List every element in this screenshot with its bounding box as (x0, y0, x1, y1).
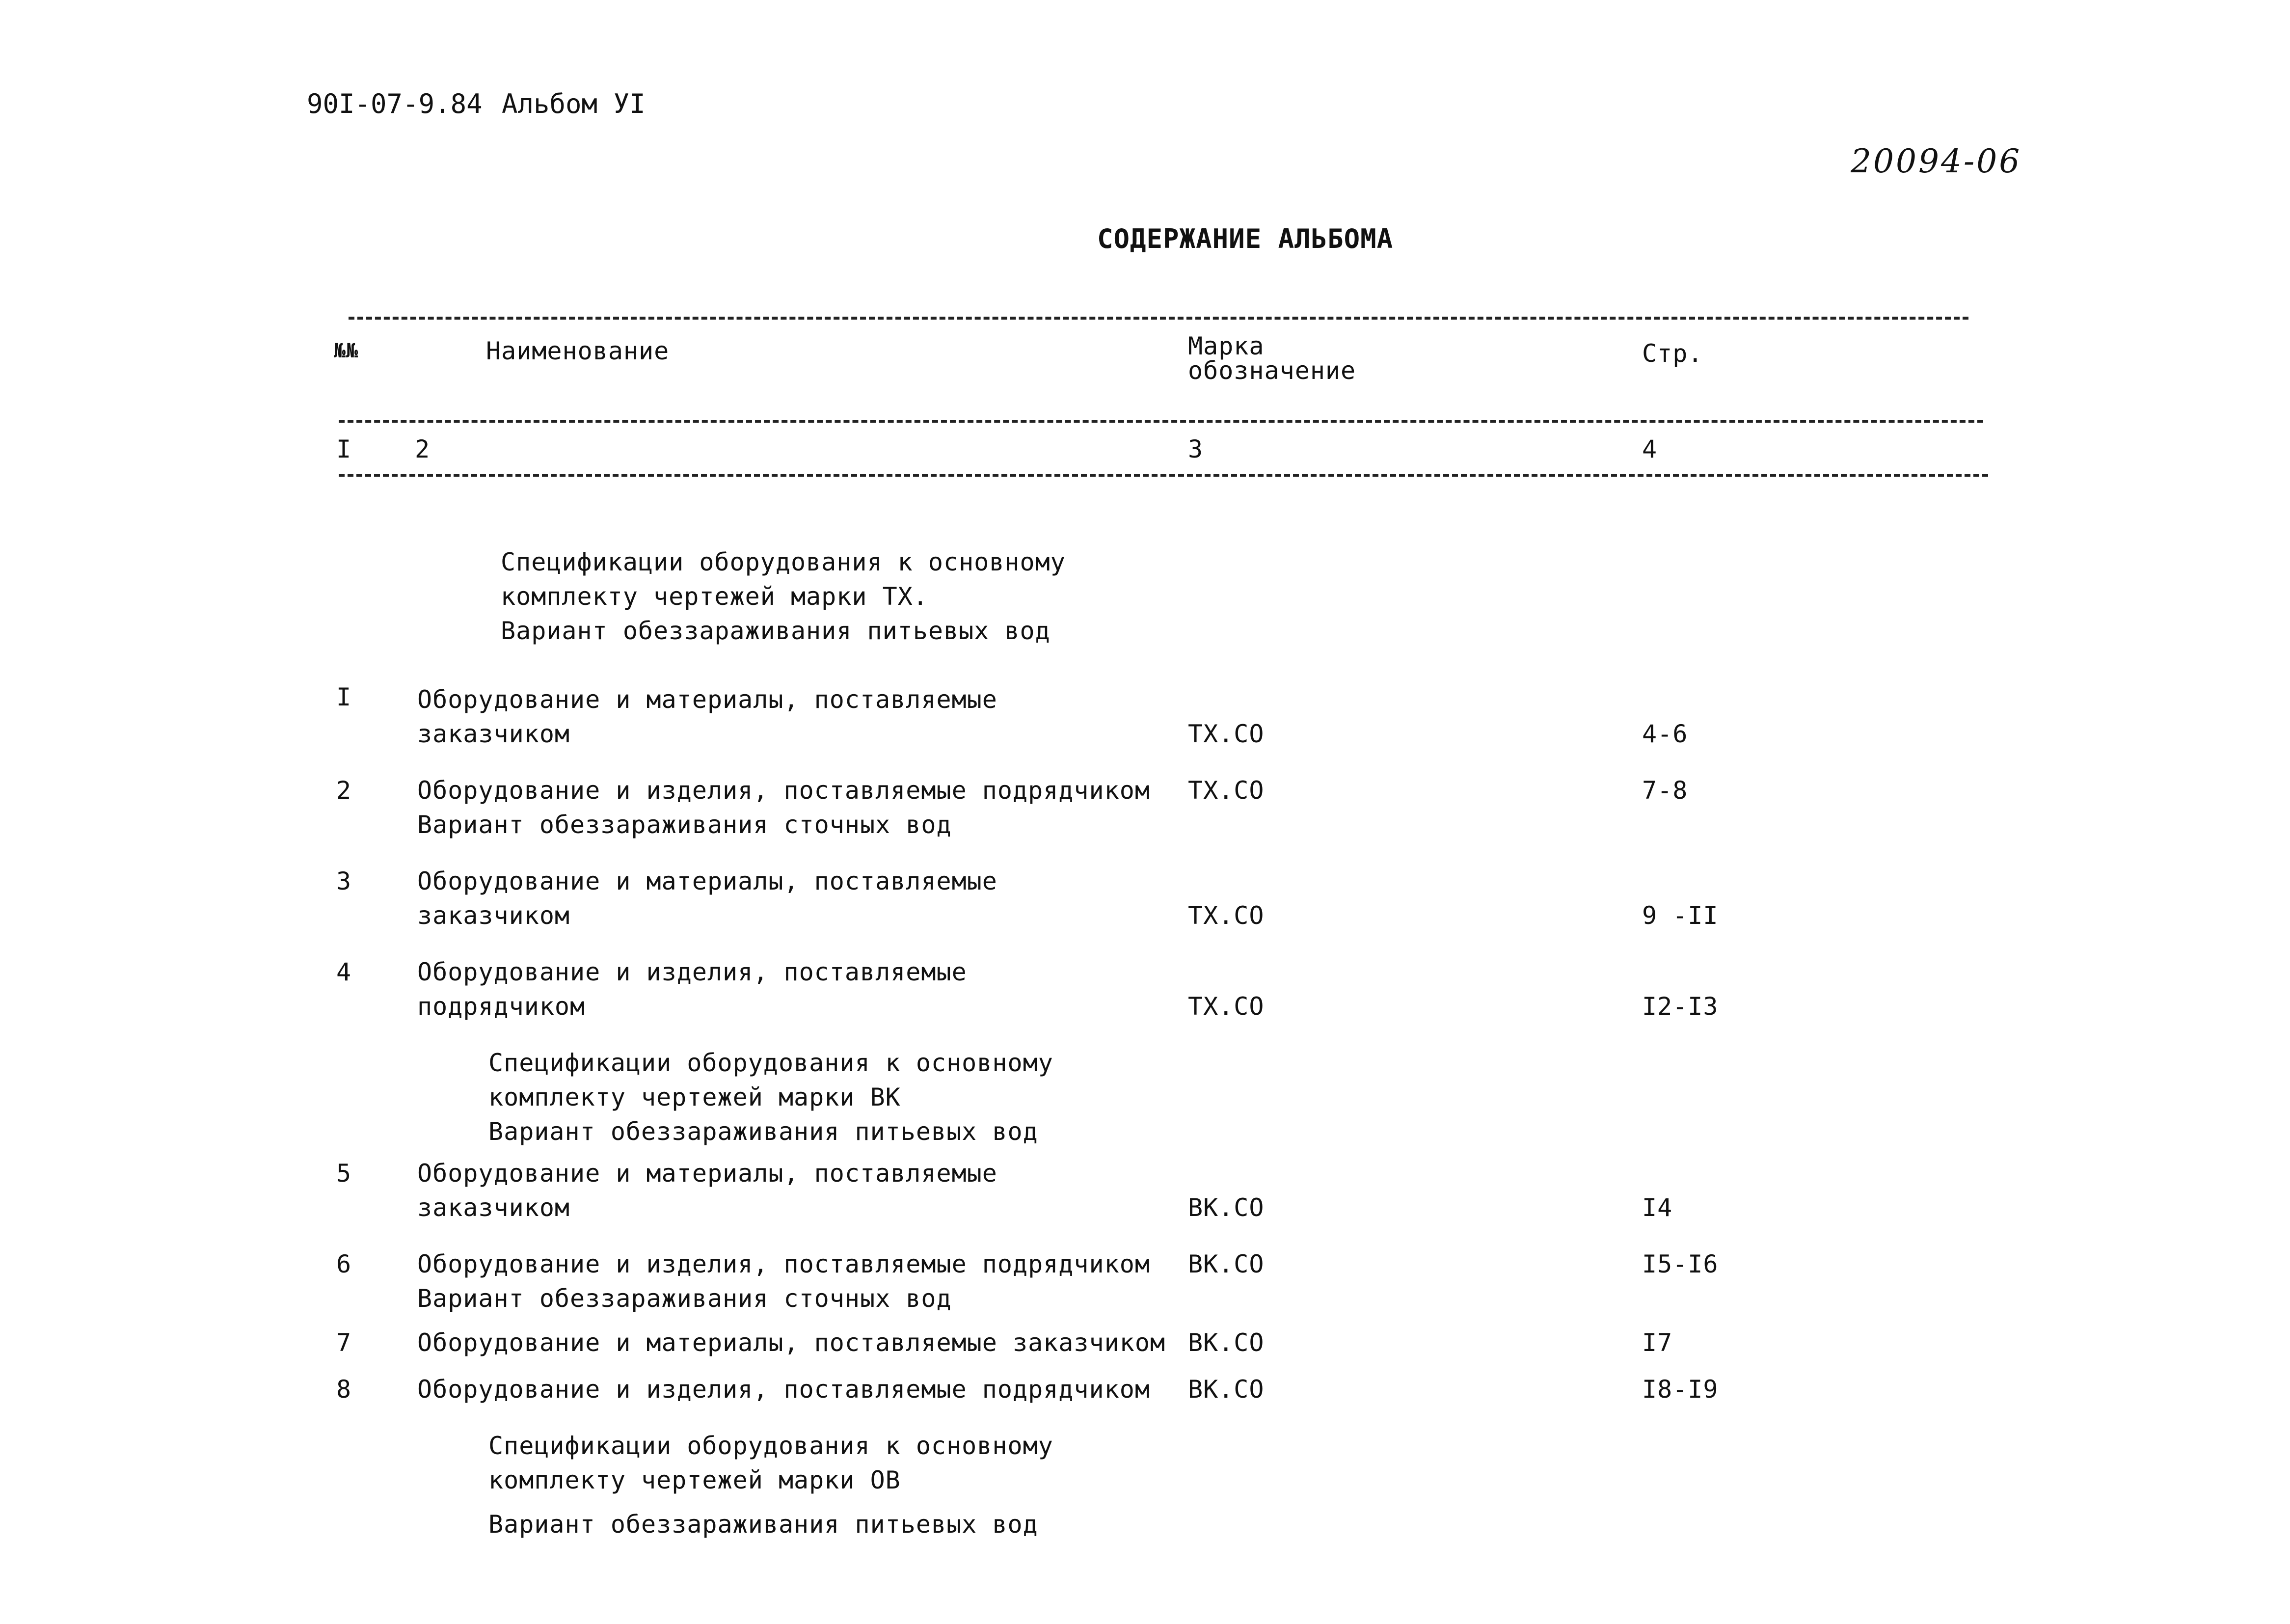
row-name-line2: Вариант обеззараживания сточных вод (417, 1284, 952, 1313)
row-page: I7 (1642, 1328, 1673, 1357)
row-name-line2: Вариант обеззараживания сточных вод (417, 811, 952, 839)
row-page: 9 -II (1642, 901, 1719, 930)
section-tx-heading-line3: Вариант обеззараживания питьевых вод (501, 617, 1051, 645)
column-page-header: Стр. (1642, 339, 1703, 368)
row-name-line1: Оборудование и изделия, поставляемые подрядчиком (417, 1375, 1150, 1404)
row-name-line1: Оборудование и материалы, поставляемые (417, 1159, 997, 1188)
row-mark: ТХ.СО (1188, 720, 1265, 748)
row-number: 6 (336, 1250, 352, 1278)
row-mark: ВК.СО (1188, 1328, 1265, 1357)
row-name-line2: заказчиком (417, 901, 570, 930)
header-rule-middle (339, 420, 1983, 423)
row-name-line2: заказчиком (417, 720, 570, 748)
header-rule-top (349, 317, 1968, 320)
row-mark: ВК.СО (1188, 1250, 1265, 1278)
column-index-2: 2 (415, 435, 431, 463)
section-ov-heading-line3: Вариант обеззараживания питьевых вод (488, 1510, 1038, 1539)
row-number: I (336, 683, 352, 711)
album-label: Альбом УI (502, 88, 646, 119)
row-name-line1: Оборудование и материалы, поставляемые (417, 685, 997, 714)
row-page: I8-I9 (1642, 1375, 1719, 1404)
row-number: 2 (336, 776, 352, 805)
header-rule-bottom (339, 474, 1988, 477)
column-name-header: Наименование (486, 337, 670, 365)
page-title: СОДЕРЖАНИЕ АЛЬБОМА (1097, 223, 1394, 254)
section-vk-heading-line2: комплекту чертежей марки ВК (488, 1083, 901, 1111)
row-mark: ТХ.СО (1188, 992, 1265, 1021)
row-page: I2-I3 (1642, 992, 1719, 1021)
handwritten-number: 20094-06 (1851, 142, 2022, 180)
row-name-line1: Оборудование и изделия, поставляемые подрядчиком (417, 776, 1150, 805)
row-name-line2: заказчиком (417, 1193, 570, 1222)
row-name-line1: Оборудование и материалы, поставляемые (417, 867, 997, 895)
row-name-line1: Оборудование и изделия, поставляемые подрядчиком (417, 1250, 1150, 1278)
row-number: 5 (336, 1159, 352, 1188)
document-code: 90I-07-9.84 (307, 88, 483, 119)
row-name-line1: Оборудование и материалы, поставляемые заказчиком (417, 1328, 1166, 1357)
section-vk-heading-line1: Спецификации оборудования к основному (488, 1049, 1053, 1077)
column-index-3: 3 (1188, 435, 1204, 463)
column-mark-header-line1: Марка (1188, 332, 1265, 360)
row-mark: ТХ.СО (1188, 901, 1265, 930)
row-page: 7-8 (1642, 776, 1688, 805)
section-vk-heading-line3: Вариант обеззараживания питьевых вод (488, 1117, 1038, 1146)
row-name-line2: подрядчиком (417, 992, 586, 1021)
column-mark-header-line2: обозначение (1188, 356, 1356, 385)
section-tx-heading-line2: комплекту чертежей марки ТХ. (501, 582, 928, 611)
row-page: I4 (1642, 1193, 1673, 1222)
section-tx-heading-line1: Спецификации оборудования к основному (501, 548, 1066, 576)
column-index-1: I (336, 435, 352, 463)
row-number: 3 (336, 867, 352, 895)
row-mark: ВК.СО (1188, 1193, 1265, 1222)
column-number-header: №№ (334, 340, 359, 362)
row-mark: ТХ.СО (1188, 776, 1265, 805)
row-number: 4 (336, 958, 352, 986)
row-page: I5-I6 (1642, 1250, 1719, 1278)
row-page: 4-6 (1642, 720, 1688, 748)
row-number: 8 (336, 1375, 352, 1404)
row-mark: ВК.СО (1188, 1375, 1265, 1404)
column-index-4: 4 (1642, 435, 1658, 463)
section-ov-heading-line2: комплекту чертежей марки ОВ (488, 1466, 901, 1494)
row-number: 7 (336, 1328, 352, 1357)
section-ov-heading-line1: Спецификации оборудования к основному (488, 1432, 1053, 1460)
row-name-line1: Оборудование и изделия, поставляемые (417, 958, 967, 986)
